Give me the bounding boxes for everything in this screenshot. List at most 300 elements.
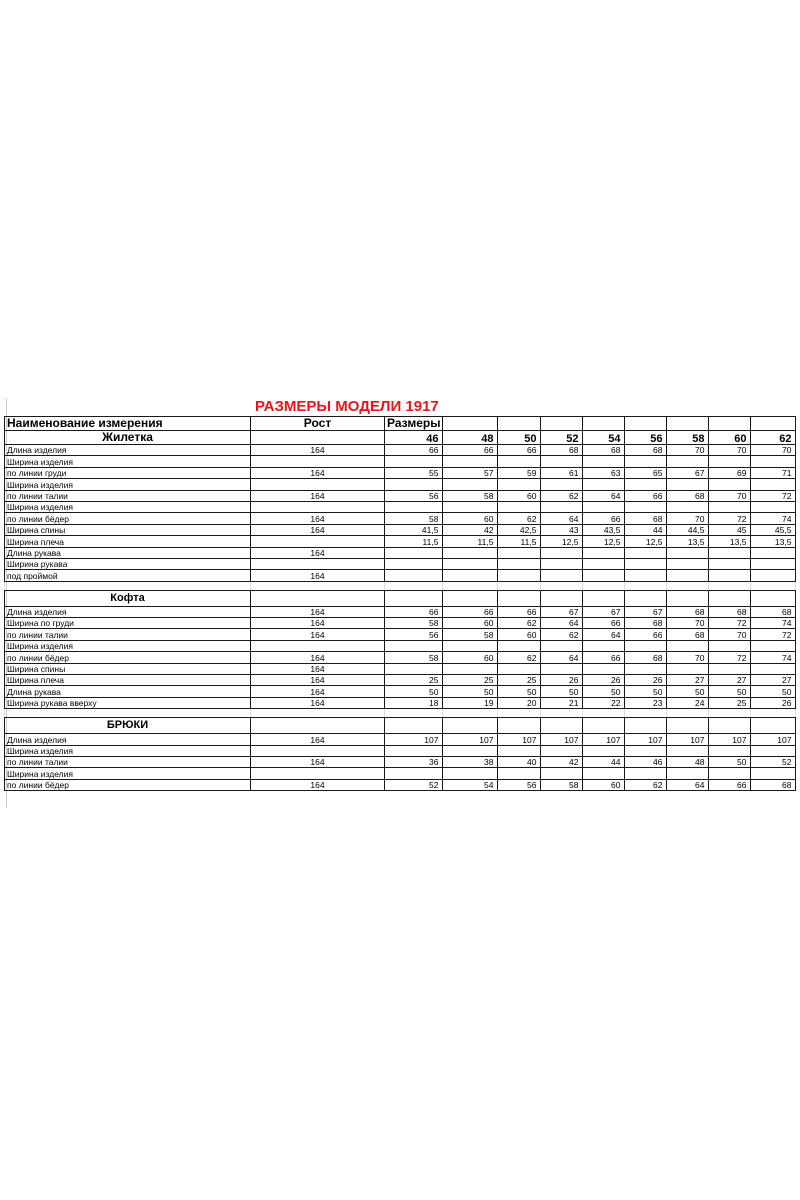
- height-value: 164: [251, 779, 385, 790]
- table-row: [5, 652, 796, 663]
- size-value: 25: [709, 697, 751, 708]
- section-header-row: [5, 718, 796, 734]
- size-value: [583, 479, 625, 490]
- height-value: [251, 479, 385, 490]
- measurement-label: Ширина изделия: [5, 768, 251, 779]
- size-value: 70: [667, 445, 709, 456]
- measurement-label: Ширина изделия: [5, 640, 251, 651]
- size-value: 72: [709, 618, 751, 629]
- table-row: [5, 768, 796, 779]
- table-row: [5, 697, 796, 708]
- size-value: 107: [625, 734, 667, 745]
- size-value: [583, 570, 625, 581]
- size-value: [443, 558, 498, 569]
- size-value: 23: [625, 697, 667, 708]
- size-value: 64: [541, 618, 583, 629]
- table-row: [5, 558, 796, 569]
- section-empty-cell: [583, 590, 625, 606]
- size-value: 11,5: [498, 536, 541, 547]
- section-title: БРЮКИ: [5, 718, 251, 734]
- size-value: 67: [541, 606, 583, 617]
- size-value: [443, 663, 498, 674]
- size-value: [541, 570, 583, 581]
- spacer-cell: [5, 709, 251, 718]
- table-row: [5, 490, 796, 501]
- height-value: 164: [251, 524, 385, 535]
- table-row: [5, 513, 796, 524]
- size-value: [541, 768, 583, 779]
- size-value: 13,5: [751, 536, 796, 547]
- size-value: 62: [498, 652, 541, 663]
- size-value: 13,5: [709, 536, 751, 547]
- size-header-56: 56: [625, 431, 667, 445]
- size-value: [443, 456, 498, 467]
- size-value: 50: [709, 756, 751, 767]
- measurement-label: по линии бёдер: [5, 779, 251, 790]
- size-value: 74: [751, 618, 796, 629]
- size-value: 12,5: [625, 536, 667, 547]
- section-empty-cell: [251, 718, 385, 734]
- section-empty-cell: [751, 718, 796, 734]
- size-value: 72: [751, 629, 796, 640]
- size-value: 68: [625, 513, 667, 524]
- height-value: 164: [251, 675, 385, 686]
- spacer-row: [5, 581, 796, 590]
- section-empty-cell: [541, 718, 583, 734]
- size-value: 66: [625, 629, 667, 640]
- section-header-row: [5, 590, 796, 606]
- size-value: [751, 558, 796, 569]
- height-value: 164: [251, 629, 385, 640]
- size-value: 50: [498, 686, 541, 697]
- size-value: [751, 479, 796, 490]
- section-empty-cell: [751, 590, 796, 606]
- size-value: 18: [385, 697, 443, 708]
- measurement-label: по линии талии: [5, 629, 251, 640]
- size-value: [667, 640, 709, 651]
- header-sizes-cell: Размеры: [385, 417, 443, 431]
- size-value: [583, 501, 625, 512]
- height-value: 164: [251, 652, 385, 663]
- size-value: [583, 547, 625, 558]
- size-value: [541, 479, 583, 490]
- size-value: 11,5: [443, 536, 498, 547]
- table-row: [5, 756, 796, 767]
- height-value: 164: [251, 756, 385, 767]
- size-value: 50: [443, 686, 498, 697]
- height-value: 164: [251, 513, 385, 524]
- size-value: 52: [385, 779, 443, 790]
- header-empty-cell: [751, 417, 796, 431]
- section-empty-cell: [498, 590, 541, 606]
- size-value: 58: [443, 490, 498, 501]
- section-empty-cell: [709, 590, 751, 606]
- size-value: [709, 558, 751, 569]
- size-value: [498, 663, 541, 674]
- size-value: 72: [751, 490, 796, 501]
- height-value: 164: [251, 490, 385, 501]
- size-value: [583, 745, 625, 756]
- size-value: 20: [498, 697, 541, 708]
- size-value: [541, 547, 583, 558]
- size-value: 26: [625, 675, 667, 686]
- size-value: [667, 456, 709, 467]
- spacer-cell: [251, 581, 385, 590]
- height-value: [251, 745, 385, 756]
- spacer-cell: [5, 581, 251, 590]
- spacer-cell: [498, 709, 541, 718]
- size-value: 107: [751, 734, 796, 745]
- size-value: [751, 663, 796, 674]
- section-empty-cell: [443, 590, 498, 606]
- size-value: [498, 768, 541, 779]
- table-row: [5, 618, 796, 629]
- measurement-label: Ширина изделия: [5, 501, 251, 512]
- size-value: 45: [709, 524, 751, 535]
- header-empty-cell: [583, 417, 625, 431]
- size-value: 68: [667, 629, 709, 640]
- height-value: [251, 536, 385, 547]
- header-row: [5, 417, 796, 431]
- size-value: [498, 570, 541, 581]
- size-value: [709, 745, 751, 756]
- spacer-cell: [625, 581, 667, 590]
- section-empty-cell: [583, 718, 625, 734]
- section-empty-cell: [251, 431, 385, 445]
- spacer-cell: [625, 709, 667, 718]
- table-row: [5, 640, 796, 651]
- table-row: [5, 663, 796, 674]
- measurement-label: Длина изделия: [5, 606, 251, 617]
- table-row: [5, 501, 796, 512]
- size-value: 24: [667, 697, 709, 708]
- size-value: 38: [443, 756, 498, 767]
- size-value: [625, 570, 667, 581]
- size-value: [667, 570, 709, 581]
- spacer-cell: [583, 581, 625, 590]
- table-row: [5, 524, 796, 535]
- size-value: 66: [583, 618, 625, 629]
- size-value: 50: [751, 686, 796, 697]
- size-value: 26: [583, 675, 625, 686]
- size-value: 52: [751, 756, 796, 767]
- size-value: 62: [498, 513, 541, 524]
- size-value: 66: [443, 445, 498, 456]
- spacer-cell: [443, 709, 498, 718]
- size-value: 25: [385, 675, 443, 686]
- size-value: 66: [583, 513, 625, 524]
- size-value: [625, 640, 667, 651]
- size-value: [751, 768, 796, 779]
- size-value: 42: [541, 756, 583, 767]
- size-value: 68: [541, 445, 583, 456]
- size-value: [751, 745, 796, 756]
- size-value: 56: [385, 490, 443, 501]
- spacer-cell: [541, 709, 583, 718]
- size-value: [751, 456, 796, 467]
- size-value: 70: [709, 490, 751, 501]
- size-value: 66: [385, 606, 443, 617]
- section-empty-cell: [443, 718, 498, 734]
- measurement-label: Ширина изделия: [5, 456, 251, 467]
- size-value: 57: [443, 467, 498, 478]
- size-value: 60: [498, 629, 541, 640]
- measurement-label: по линии талии: [5, 756, 251, 767]
- size-value: 44: [583, 756, 625, 767]
- size-value: 22: [583, 697, 625, 708]
- measurement-label: по линии талии: [5, 490, 251, 501]
- size-value: [385, 768, 443, 779]
- size-value: 13,5: [667, 536, 709, 547]
- size-value: [443, 745, 498, 756]
- size-value: [751, 640, 796, 651]
- measurement-label: Ширина спины: [5, 663, 251, 674]
- height-value: [251, 640, 385, 651]
- size-value: [709, 640, 751, 651]
- table-row: [5, 734, 796, 745]
- size-value: 60: [583, 779, 625, 790]
- size-value: [751, 501, 796, 512]
- spacer-cell: [251, 709, 385, 718]
- size-value: [751, 547, 796, 558]
- size-value: 65: [625, 467, 667, 478]
- size-value: 60: [443, 652, 498, 663]
- size-value: 67: [583, 606, 625, 617]
- size-value: [443, 479, 498, 490]
- size-value: [667, 479, 709, 490]
- size-value: [498, 640, 541, 651]
- size-value: 64: [583, 629, 625, 640]
- size-value: [443, 640, 498, 651]
- size-value: 19: [443, 697, 498, 708]
- size-value: 45,5: [751, 524, 796, 535]
- size-value: 44,5: [667, 524, 709, 535]
- size-value: 50: [541, 686, 583, 697]
- size-value: 12,5: [583, 536, 625, 547]
- size-value: [385, 479, 443, 490]
- section-empty-cell: [541, 590, 583, 606]
- size-value: 66: [709, 779, 751, 790]
- size-header-48: 48: [443, 431, 498, 445]
- size-header-46: 46: [385, 431, 443, 445]
- size-value: 58: [385, 513, 443, 524]
- size-value: [709, 547, 751, 558]
- measurement-label: Ширина изделия: [5, 745, 251, 756]
- section-title: Кофта: [5, 590, 251, 606]
- size-header-54: 54: [583, 431, 625, 445]
- size-value: [385, 745, 443, 756]
- size-value: [709, 663, 751, 674]
- size-value: 60: [498, 490, 541, 501]
- size-table: [4, 416, 796, 791]
- size-value: 58: [541, 779, 583, 790]
- size-value: 56: [385, 629, 443, 640]
- measurement-label: Ширина изделия: [5, 479, 251, 490]
- size-value: 50: [709, 686, 751, 697]
- size-value: 72: [709, 652, 751, 663]
- size-value: [751, 570, 796, 581]
- height-value: 164: [251, 663, 385, 674]
- section-title: Жилетка: [5, 431, 251, 445]
- size-value: [498, 745, 541, 756]
- size-value: 64: [541, 652, 583, 663]
- table-row: [5, 445, 796, 456]
- section-empty-cell: [498, 718, 541, 734]
- size-value: 64: [583, 490, 625, 501]
- size-value: [443, 570, 498, 581]
- measurement-label: Ширина плеча: [5, 536, 251, 547]
- size-value: [625, 663, 667, 674]
- size-value: 27: [667, 675, 709, 686]
- height-value: [251, 768, 385, 779]
- size-value: 67: [625, 606, 667, 617]
- size-value: [385, 570, 443, 581]
- size-value: 40: [498, 756, 541, 767]
- size-value: [583, 768, 625, 779]
- table-row: [5, 745, 796, 756]
- height-value: 164: [251, 467, 385, 478]
- measurement-label: Длина изделия: [5, 445, 251, 456]
- size-value: [709, 479, 751, 490]
- size-value: 42,5: [498, 524, 541, 535]
- table-row: [5, 536, 796, 547]
- measurement-label: по линии бёдер: [5, 652, 251, 663]
- size-value: 107: [667, 734, 709, 745]
- header-empty-cell: [625, 417, 667, 431]
- measurement-label: под проймой: [5, 570, 251, 581]
- size-value: 50: [385, 686, 443, 697]
- size-value: [541, 558, 583, 569]
- size-value: [541, 663, 583, 674]
- size-value: 62: [541, 490, 583, 501]
- size-value: [625, 456, 667, 467]
- spacer-cell: [667, 581, 709, 590]
- page-title: РАЗМЕРЫ МОДЕЛИ 1917: [255, 398, 439, 415]
- size-value: [709, 456, 751, 467]
- size-value: 71: [751, 467, 796, 478]
- size-value: 68: [625, 652, 667, 663]
- measurement-label: по линии груди: [5, 467, 251, 478]
- size-value: 63: [583, 467, 625, 478]
- height-value: [251, 501, 385, 512]
- size-value: 107: [498, 734, 541, 745]
- section-empty-cell: [667, 718, 709, 734]
- size-value: [385, 501, 443, 512]
- section-empty-cell: [709, 718, 751, 734]
- size-value: [625, 479, 667, 490]
- size-value: 27: [751, 675, 796, 686]
- size-value: 68: [751, 779, 796, 790]
- spacer-cell: [709, 581, 751, 590]
- size-value: [625, 768, 667, 779]
- size-value: 107: [709, 734, 751, 745]
- size-value: 107: [583, 734, 625, 745]
- measurement-label: Ширина спины: [5, 524, 251, 535]
- size-value: 68: [625, 618, 667, 629]
- size-value: 66: [385, 445, 443, 456]
- size-value: 56: [498, 779, 541, 790]
- table-row: [5, 629, 796, 640]
- size-value: 60: [443, 513, 498, 524]
- size-value: [385, 663, 443, 674]
- size-value: 74: [751, 513, 796, 524]
- spacer-cell: [443, 581, 498, 590]
- size-value: [709, 768, 751, 779]
- size-value: 42: [443, 524, 498, 535]
- height-value: 164: [251, 570, 385, 581]
- size-value: 54: [443, 779, 498, 790]
- size-value: 66: [443, 606, 498, 617]
- size-value: [583, 640, 625, 651]
- size-value: [498, 479, 541, 490]
- size-value: [667, 745, 709, 756]
- size-value: 68: [625, 445, 667, 456]
- size-value: 43: [541, 524, 583, 535]
- size-value: 69: [709, 467, 751, 478]
- size-value: 72: [709, 513, 751, 524]
- size-value: 58: [385, 652, 443, 663]
- size-value: 43,5: [583, 524, 625, 535]
- size-value: 70: [751, 445, 796, 456]
- size-value: 68: [667, 606, 709, 617]
- size-value: [443, 501, 498, 512]
- header-height-cell: Рост: [251, 417, 385, 431]
- size-value: 64: [541, 513, 583, 524]
- measurement-label: Длина изделия: [5, 734, 251, 745]
- size-value: 26: [541, 675, 583, 686]
- size-value: [498, 558, 541, 569]
- section-empty-cell: [667, 590, 709, 606]
- height-value: 164: [251, 686, 385, 697]
- height-value: [251, 456, 385, 467]
- size-value: 64: [667, 779, 709, 790]
- size-value: 66: [498, 445, 541, 456]
- size-value: [709, 570, 751, 581]
- size-value: 58: [443, 629, 498, 640]
- height-value: [251, 558, 385, 569]
- measurement-label: Ширина рукава: [5, 558, 251, 569]
- size-value: [583, 558, 625, 569]
- size-value: 55: [385, 467, 443, 478]
- table-row: [5, 675, 796, 686]
- size-value: 21: [541, 697, 583, 708]
- size-value: [385, 558, 443, 569]
- size-value: [583, 663, 625, 674]
- size-value: 70: [667, 618, 709, 629]
- size-value: 70: [709, 445, 751, 456]
- table-row: [5, 779, 796, 790]
- size-value: 58: [385, 618, 443, 629]
- size-value: [443, 768, 498, 779]
- spacer-cell: [751, 709, 796, 718]
- header-name-cell: Наименование измерения: [5, 417, 251, 431]
- size-value: 62: [541, 629, 583, 640]
- height-value: 164: [251, 734, 385, 745]
- size-value: [709, 501, 751, 512]
- size-header-52: 52: [541, 431, 583, 445]
- table-row: [5, 547, 796, 558]
- size-value: [667, 663, 709, 674]
- size-value: 62: [498, 618, 541, 629]
- measurement-label: Длина рукава: [5, 547, 251, 558]
- size-value: [667, 547, 709, 558]
- header-empty-cell: [541, 417, 583, 431]
- size-value: 66: [498, 606, 541, 617]
- table-row: [5, 456, 796, 467]
- size-value: 66: [583, 652, 625, 663]
- size-value: [625, 745, 667, 756]
- spacer-cell: [667, 709, 709, 718]
